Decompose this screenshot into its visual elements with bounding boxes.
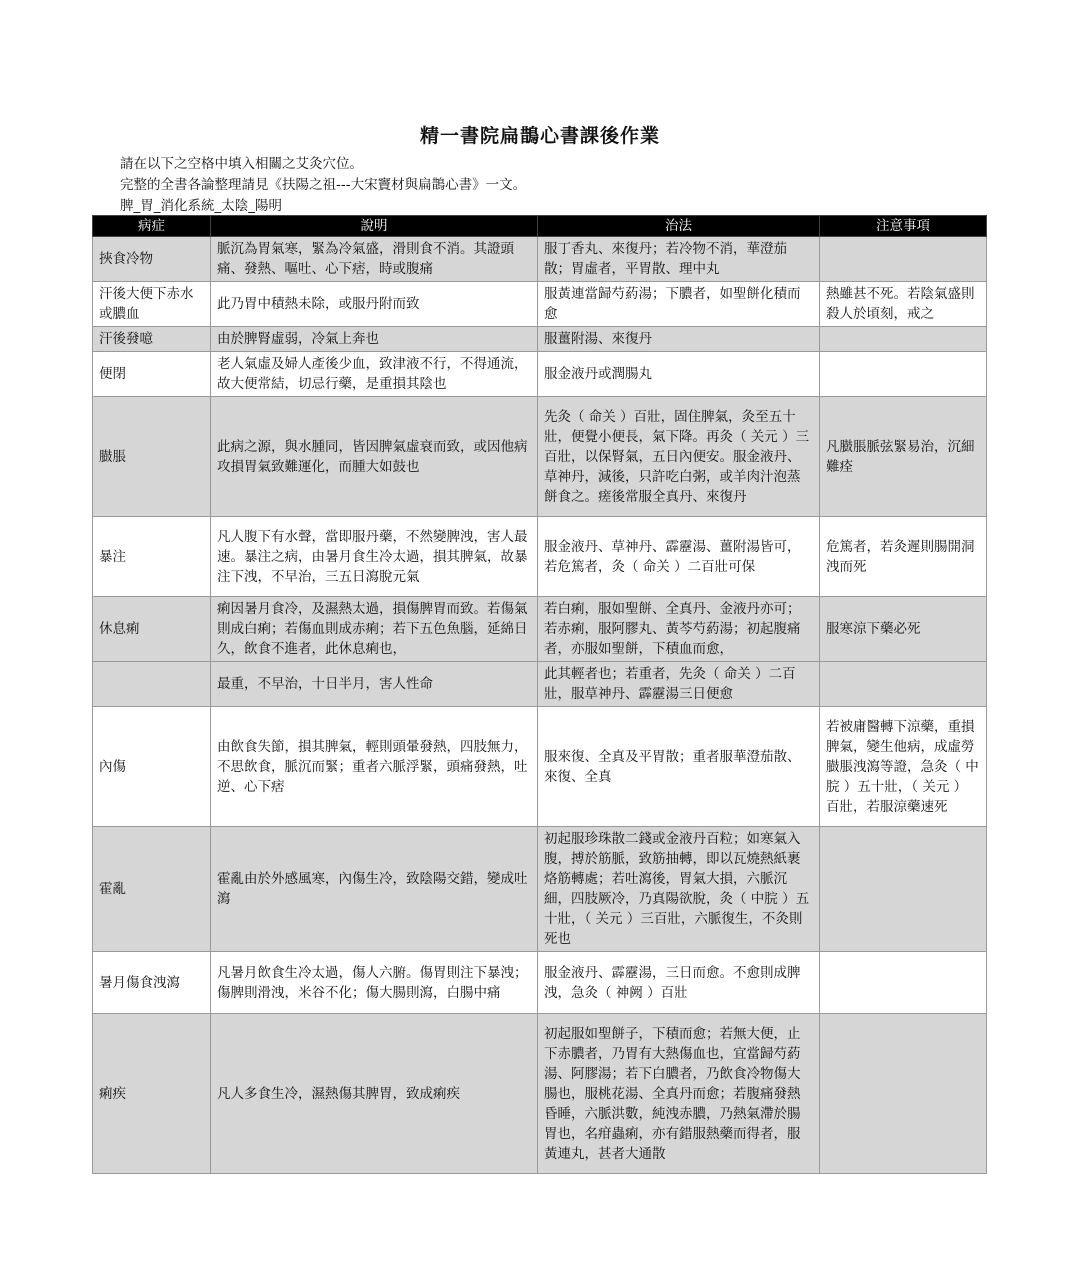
caution-cell — [820, 827, 987, 952]
treatment-cell: 服來復、全真及平胃散；重者服華澄茄散、來復、全真 — [538, 707, 820, 827]
caution-cell — [820, 1014, 987, 1174]
treatment-cell: 先灸（ 命关 ）百壯，固住脾氣，灸至五十壯，便覺小便長，氣下降。再灸（ 关元 ）三百壯，以保腎氣，五日內便安。服金液丹、草神丹，減後，只許吃白粥，或羊肉汁泡蒸餅食之。瘥後常服全真丹、來復丹 — [538, 397, 820, 517]
description-cell: 凡人多食生冷，濕熱傷其脾胃，致成痢疾 — [211, 1014, 538, 1174]
table-row — [93, 1014, 987, 1174]
disease-cell: 汗後發噫 — [93, 327, 211, 352]
disease-cell: 內傷 — [93, 707, 211, 827]
caution-cell — [820, 352, 987, 397]
category-note: 脾_胃_消化系統_太陰_陽明 — [120, 198, 282, 214]
disease-cell: 汗後大便下赤水或膿血 — [93, 282, 211, 327]
disease-cell: 霍亂 — [93, 827, 211, 952]
reference-note: 完整的全書各論整理請見《扶陽之祖---大宋竇材與扁鵲心書》一文。 — [120, 177, 527, 193]
instruction-note: 請在以下之空格中填入相關之艾灸穴位。 — [120, 156, 363, 172]
table-row — [93, 282, 987, 327]
disease-cell: 挾食冷物 — [93, 237, 211, 282]
treatment-cell: 初起服珍珠散二錢或金液丹百粒；如寒氣入腹，搏於筋脈，致筋抽轉，即以瓦燒熱紙裹烙筋轉處；若吐瀉後，胃氣大損，六脈沉細，四肢厥冷，乃真陽欲脫，灸（ 中脘 ）五十壯，（ 关元 ）三百壯，六脈復生，不灸則死也 — [538, 827, 820, 952]
caution-cell — [820, 327, 987, 352]
caution-cell — [820, 952, 987, 1014]
table-row — [93, 662, 987, 707]
treatment-cell: 服黃連當歸芍葯湯；下膿者，如聖餅化積而愈 — [538, 282, 820, 327]
description-cell: 霍亂由於外感風寒，內傷生冷，致陰陽交錯，變成吐瀉 — [211, 827, 538, 952]
homework-table — [92, 215, 987, 1174]
description-cell: 由於脾腎虛弱，冷氣上奔也 — [211, 327, 538, 352]
description-cell: 脈沉為胃氣寒，緊為冷氣盛，滑則食不消。其證頭痛、發熱、嘔吐、心下痞，時或腹痛 — [211, 237, 538, 282]
description-cell: 老人氣虛及婦人產後少血，致津液不行，不得通流，故大便常結，切忌行藥，是重損其陰也 — [211, 352, 538, 397]
table-row — [93, 327, 987, 352]
disease-cell: 臌脹 — [93, 397, 211, 517]
caution-cell: 服寒涼下藥必死 — [820, 597, 987, 662]
disease-cell: 休息痢 — [93, 597, 211, 662]
treatment-cell: 服金液丹、草神丹、霹靂湯、薑附湯皆可，若危篤者，灸（ 命关 ）二百壯可保 — [538, 517, 820, 597]
caution-cell — [820, 237, 987, 282]
treatment-cell: 服金液丹、霹靂湯，三日而愈。不愈則成脾洩，急灸（ 神阙 ）百壯 — [538, 952, 820, 1014]
treatment-cell: 服丁香丸、來復丹；若冷物不消，華澄茄散；胃虛者，平胃散、理中丸 — [538, 237, 820, 282]
table-header-row — [93, 216, 987, 237]
table-row — [93, 517, 987, 597]
treatment-cell: 服薑附湯、來復丹 — [538, 327, 820, 352]
page-title: 精一書院扁鵲心書課後作業 — [419, 125, 660, 147]
header-treatment: 治法 — [538, 216, 820, 237]
description-cell: 此乃胃中積熱未除，或服丹附而致 — [211, 282, 538, 327]
table-row — [93, 597, 987, 662]
header-description: 說明 — [211, 216, 538, 237]
description-cell: 凡人腹下有水聲，當即服丹藥，不然變脾洩，害人最速。暴注之病，由暑月食生冷太過，損其脾氣，故暴注下洩，不早治，三五日瀉脫元氣 — [211, 517, 538, 597]
treatment-cell: 初起服如聖餅子，下積而愈；若無大便，止下赤膿者，乃胃有大熱傷血也，宜當歸芍葯湯、阿膠湯；若下白膿者，乃飲食冷物傷大腸也，服桃花湯、全真丹而愈；若腹痛發熱昏睡，六脈洪數，純洩赤膿，乃熱氣滯於腸胃也，名疳蟲痢，亦有錯服熱藥而得者，服黃連丸，甚者大通散 — [538, 1014, 820, 1174]
caution-cell: 凡臌脹脈弦緊易治，沉細難痊 — [820, 397, 987, 517]
caution-cell: 危篤者，若灸遲則腸開洞洩而死 — [820, 517, 987, 597]
header-caution: 注意事項 — [820, 216, 987, 237]
treatment-cell: 此其輕者也；若重者，先灸（ 命关 ）二百壯，服草神丹、霹靂湯三日便愈 — [538, 662, 820, 707]
table-row — [93, 707, 987, 827]
disease-cell: 暑月傷食洩瀉 — [93, 952, 211, 1014]
caution-cell — [820, 662, 987, 707]
disease-cell: 痢疾 — [93, 1014, 211, 1174]
table-row — [93, 352, 987, 397]
table-row — [93, 827, 987, 952]
caution-cell: 若被庸醫轉下涼藥，重損脾氣，變生他病，成虛勞臌脹洩瀉等證，急灸（ 中脘 ）五十壯，（ 关元 ）百壯，若服涼藥速死 — [820, 707, 987, 827]
description-cell: 痢因暑月食冷，及濕熱太過，損傷脾胃而致。若傷氣則成白痢；若傷血則成赤痢；若下五色魚腦，延綿日久，飲食不進者，此休息痢也， — [211, 597, 538, 662]
table-row — [93, 237, 987, 282]
description-cell: 最重，不早治，十日半月，害人性命 — [211, 662, 538, 707]
description-cell: 此病之源，與水腫同，皆因脾氣虛衰而致，或因他病攻損胃氣致難運化，而腫大如鼓也 — [211, 397, 538, 517]
disease-cell — [93, 662, 211, 707]
header-disease: 病症 — [93, 216, 211, 237]
treatment-cell: 若白痢，服如聖餅、全真丹、金液丹亦可；若赤痢，服阿膠丸、黃芩芍葯湯；初起腹痛者，亦服如聖餅，下積血而愈， — [538, 597, 820, 662]
caution-cell: 熱雖甚不死。若陰氣盛則殺人於頃刻，戒之 — [820, 282, 987, 327]
table-row — [93, 952, 987, 1014]
disease-cell: 暴注 — [93, 517, 211, 597]
treatment-cell: 服金液丹或潤腸丸 — [538, 352, 820, 397]
table-row — [93, 397, 987, 517]
description-cell: 凡暑月飲食生冷太過，傷人六腑。傷胃則注下暴洩；傷脾則滑洩，米谷不化；傷大腸則瀉，白腸中痛 — [211, 952, 538, 1014]
disease-cell: 便閉 — [93, 352, 211, 397]
description-cell: 由飲食失節，損其脾氣，輕則頭暈發熱，四肢無力，不思飲食，脈沉而緊；重者六脈浮緊，頭痛發熱，吐逆、心下痞 — [211, 707, 538, 827]
